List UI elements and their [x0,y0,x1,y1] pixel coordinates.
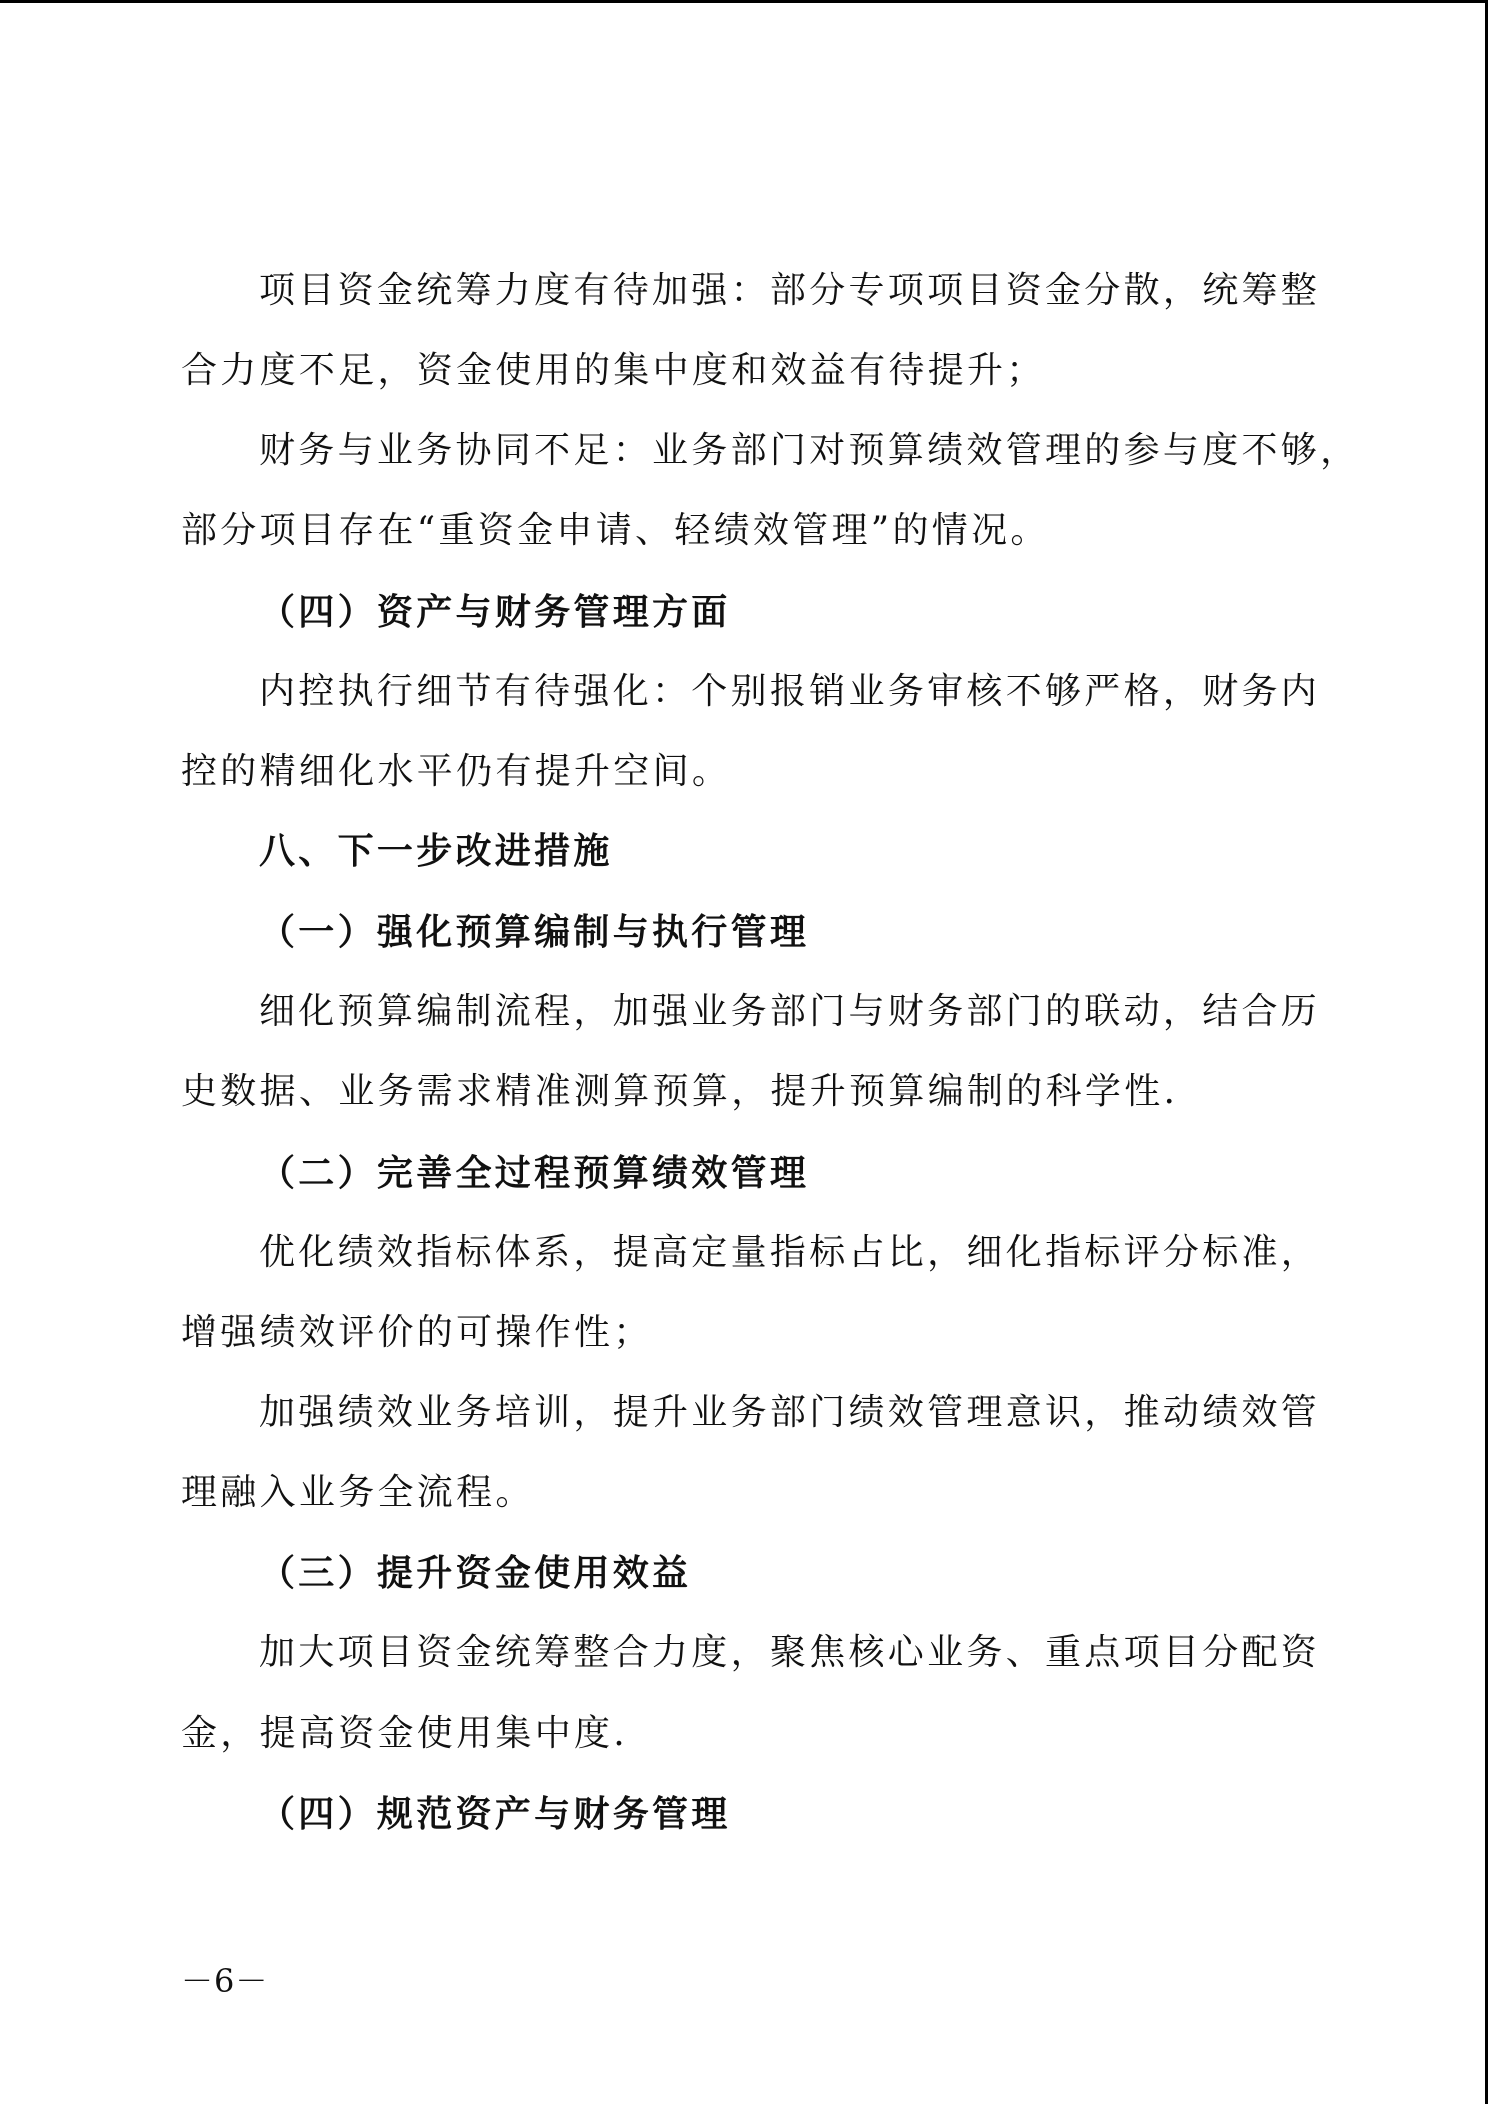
paragraph [181,1613,1341,1773]
paragraph-line: 内控执行细节有待强化：个别报销业务审核不够严格，财务内 [259,670,1321,712]
subsection-heading: （一）强化预算编制与执行管理 [259,911,810,954]
paragraph-line: 理融入业务全流程。 [181,1472,535,1514]
paragraph [181,1373,1341,1533]
paragraph-line: 金，提高资金使用集中度. [181,1712,629,1754]
paragraph-line: 史数据、业务需求精准测算预算，提升预算编制的科学性. [181,1071,1179,1113]
paragraph-line: 财务与业务协同不足：业务部门对预算绩效管理的参与度不够， [259,430,1360,472]
subsection-heading: （四）资产与财务管理方面 [259,590,731,633]
paragraph-line: 加大项目资金统筹整合力度，聚焦核心业务、重点项目分配资 [259,1632,1321,1674]
paragraph [181,652,1341,812]
document-body [181,251,1360,1854]
subsection-heading: （三）提升资金使用效益 [259,1552,692,1595]
paragraph [181,1213,1341,1373]
subsection-heading: （二）完善全过程预算绩效管理 [259,1151,810,1194]
section-heading: 八、下一步改进措施 [259,830,613,872]
paragraph-line: 部分项目存在“重资金申请、轻绩效管理”的情况。 [181,510,1050,552]
paragraph [181,972,1341,1132]
paragraph-line: 项目资金统筹力度有待加强：部分专项项目资金分散，统筹整 [259,270,1321,311]
paragraph-line: 控的精细化水平仍有提升空间。 [181,750,732,792]
subsection-heading: （四）规范资产与财务管理 [259,1792,731,1835]
page-number: －6－ [181,1962,269,2000]
paragraph [181,251,1341,411]
paragraph [181,411,1360,571]
paragraph-line: 细化预算编制流程，加强业务部门与财务部门的联动，结合历 [259,991,1321,1033]
paragraph-line: 合力度不足，资金使用的集中度和效益有待提升； [181,350,1046,392]
paragraph-line: 优化绩效指标体系，提高定量指标占比，细化指标评分标准， [259,1231,1321,1273]
paragraph-line: 增强绩效评价的可操作性； [181,1311,653,1353]
paragraph-line: 加强绩效业务培训，提升业务部门绩效管理意识，推动绩效管 [259,1391,1321,1433]
